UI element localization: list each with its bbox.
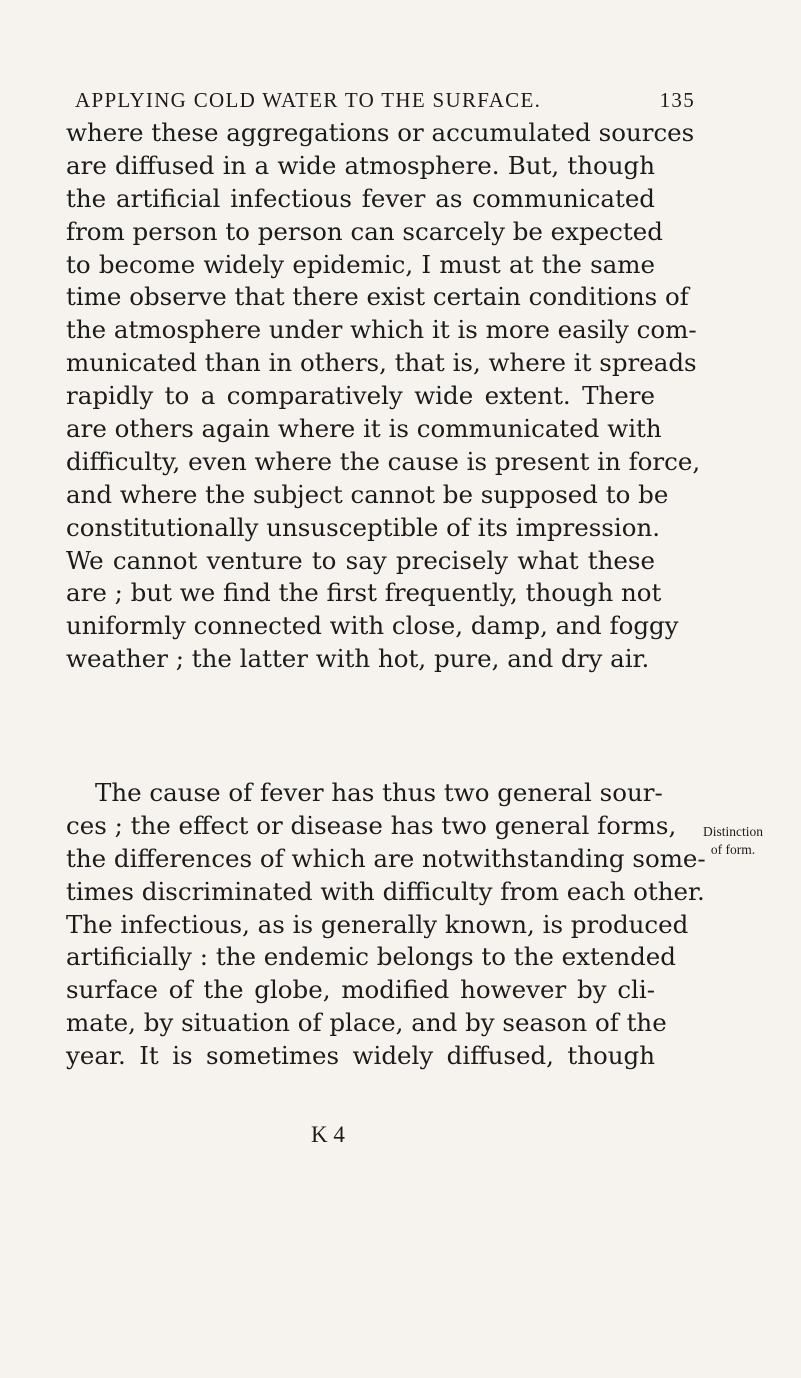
text-line: times discriminated with difficulty from each other. [66, 876, 705, 906]
signature-mark: K 4 [311, 1122, 345, 1147]
text-line: The cause of fever has thus two general sour- [95, 778, 663, 807]
text-line: rapidly to a comparatively wide extent. There [66, 381, 655, 411]
text-line: municated than in others, that is, where it spreads [66, 348, 697, 378]
text-line: mate, by situation of place, and by season of the [66, 1008, 667, 1038]
text-line: the artificial infectious fever as communicated [66, 183, 655, 213]
paragraph-2 [66, 777, 706, 1073]
running-head [75, 88, 695, 113]
text-line: year. It is sometimes widely diffused, though [66, 1041, 655, 1071]
text-line: are ; but we find the first frequently, though not [66, 578, 662, 608]
text-line: We cannot venture to say precisely what these [66, 545, 655, 575]
text-line: time observe that there exist certain conditions of [66, 282, 689, 312]
paragraph-1 [66, 117, 701, 676]
text-line: from person to person can scarcely be expected [66, 216, 663, 246]
text-line: ces ; the effect or disease has two general forms, [66, 810, 677, 840]
text-line: are diffused in a wide atmosphere. But, though [66, 150, 655, 180]
text-line: difficulty, even where the cause is present in force, [66, 446, 701, 476]
marginal-note-line: Distinction [703, 824, 763, 839]
text-line: uniformly connected with close, damp, and foggy [66, 611, 679, 641]
text-line: where these aggregations or accumulated sources [66, 118, 695, 147]
marginal-note [669, 823, 797, 859]
text-line: the atmosphere under which it is more easily com- [66, 315, 697, 345]
text-line: and where the subject cannot be supposed to be [66, 479, 669, 509]
text-line: weather ; the latter with hot, pure, and dry air. [66, 644, 650, 674]
text-line: constitutionally unsusceptible of its impression. [66, 512, 661, 542]
text-line: surface of the globe, modified however by cli- [66, 975, 655, 1005]
text-line: artificially : the endemic belongs to the extended [66, 942, 676, 972]
text-line: are others again where it is communicated with [66, 414, 662, 444]
page-number: 135 [659, 88, 695, 112]
text-line: to become widely epidemic, I must at the same [66, 249, 655, 279]
marginal-note-line: of form. [710, 842, 756, 857]
text-line: the differences of which are notwithstanding some- [66, 843, 706, 873]
text-line: The infectious, as is generally known, is produced [66, 909, 689, 939]
running-title: APPLYING COLD WATER TO THE SURFACE. [75, 88, 542, 112]
